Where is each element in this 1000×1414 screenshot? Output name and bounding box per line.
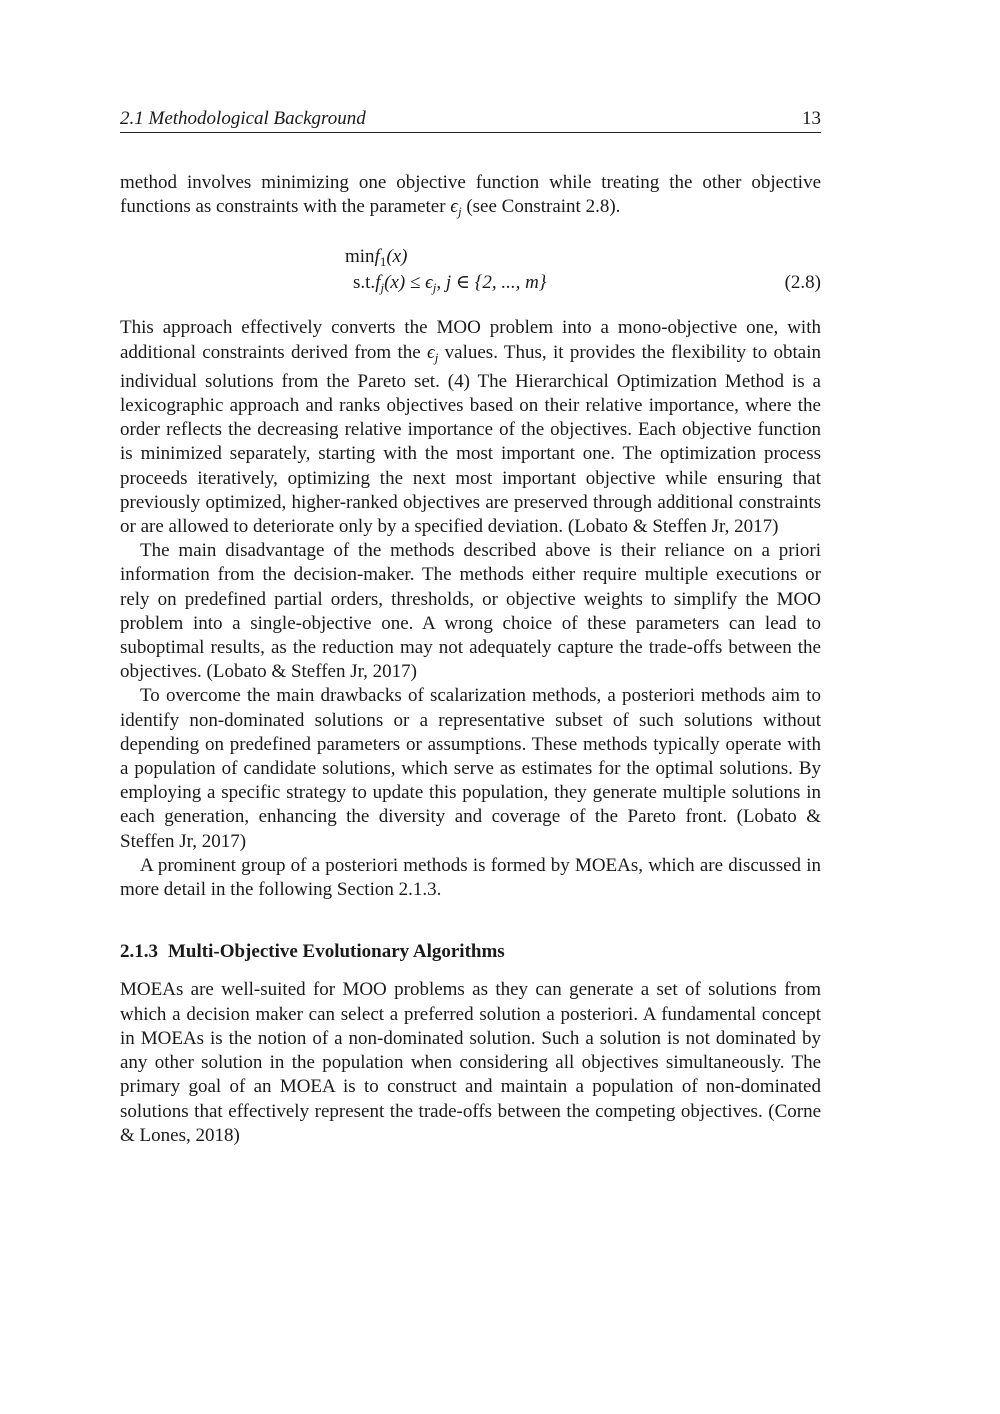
paragraph: method involves minimizing one objective function while treating the other objective functions as constraints with the parameter $\epsilon_j$ (see Constraint 2.8). bbox=[120, 172, 821, 220]
page-number: 13 bbox=[802, 108, 821, 129]
paragraph: To overcome the main drawbacks of scalarization methods, a posteriori methods aim to identify non-dominated solutions or a representative subset of such solutions without depending on predefined parameters or assumptions. These methods typically operate with a population of candidate solutions, which serve as estimates for the optimal solutions. By employing a specific strategy to update this population, they generate multiple solutions in each generation, enhancing the diversity and coverage of the Pareto front. (Lobato & Steffen Jr, 2017) bbox=[120, 685, 821, 852]
equation-line-2: $s.t.f_j(x) \le \epsilon_j$, j ∈ {2, ..., m} bbox=[353, 272, 547, 296]
running-header bbox=[120, 108, 821, 133]
section-number: 2.1.3 bbox=[120, 941, 158, 963]
equation-2-8 bbox=[120, 244, 821, 296]
paragraph: This approach effectively converts the MOO problem into a mono-objective one, with additional constraints derived from the $\epsilon_j$ values. Thus, it provides the flexibility to obtain individual solutions from the Pareto set. (4) The Hierarchical Optimization Method is a lexicographic approach and ranks objectives based on their relative importance, where the order reflects the decreasing relative importance of the objectives. Each objective function is minimized separately, starting with the most important one. The optimization process proceeds iteratively, optimizing the next most important objective while ensuring that previously optimized, higher-ranked objectives are preserved through additional constraints or are allowed to deteriorate only by a specified deviation. (Lobato & Steffen Jr, 2017) bbox=[120, 317, 822, 538]
section-heading bbox=[120, 940, 821, 964]
paragraph: The main disadvantage of the methods described above is their reliance on a priori information from the decision-maker. The methods either require multiple executions or rely on predefined partial orders, thresholds, or objective weights to simplify the MOO problem into a single-objective one. A wrong choice of these parameters can lead to suboptimal results, as the reduction may not adequately capture the trade-offs between the objectives. (Lobato & Steffen Jr, 2017) bbox=[120, 540, 821, 683]
running-header-title: 2.1 Methodological Background bbox=[120, 108, 366, 129]
paragraph: A prominent group of a posteriori methods is formed by MOEAs, which are discussed in more detail in the following Section 2.1.3. bbox=[120, 854, 821, 901]
equation-line-1: minf$_1$(x) bbox=[345, 246, 408, 270]
section-title: Multi-Objective Evolutionary Algorithms bbox=[168, 941, 505, 963]
equation-number: (2.8) bbox=[784, 272, 821, 294]
body-text bbox=[120, 171, 821, 1148]
paragraph: MOEAs are well-suited for MOO problems as they can generate a set of solutions from which a decision maker can select a preferred solution a posteriori. A fundamental concept in MOEAs is the notion of a non-dominated solution. Such a solution is not dominated by any other solution in the population when considering all objectives simultaneously. The primary goal of an MOEA is to construct and maintain a population of non-dominated solutions that effectively represent the trade-offs between the competing objectives. (Corne & Lones, 2018) bbox=[120, 979, 821, 1146]
